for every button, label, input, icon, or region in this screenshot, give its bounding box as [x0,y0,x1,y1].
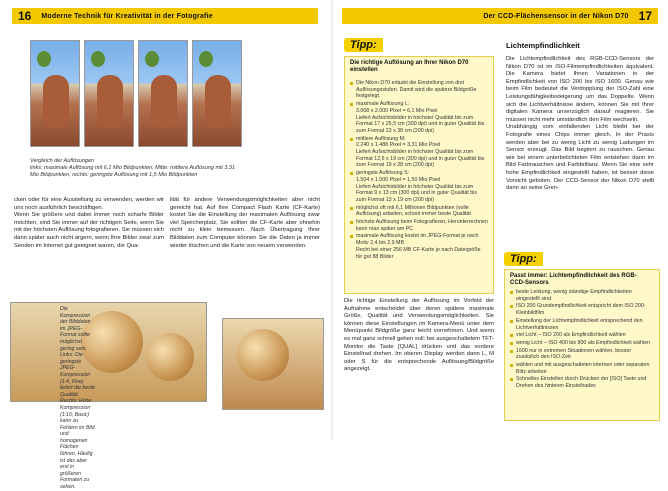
tip-bullet: viel Licht – ISO 200 als Empfindlichkeit wählen [510,332,652,339]
tip-bullet: wählen und mit ausgeschalteten internen oder separaten Blitz arbeiten [510,362,652,375]
tip-bullet: Schnelles Einstellen durch Drücken der [ISO] Taste und Drehen des hinteren Einstellrades [510,376,652,389]
section-heading-iso: Lichtempfindlichkeit [506,41,580,50]
tip-title-resolution: Die richtige Auflösung an Ihrer Nikon D70 einstellen [350,60,469,74]
tip-bullet: wenig Licht – ISO 400 bis 800 als Empfindlichkeit wählen [510,340,652,347]
photo-extra [192,40,242,147]
left-running-head: Moderne Technik für Kreativität in der Fotografie [41,12,213,20]
left-running-header [12,8,318,24]
tip-bullet: mittlere Auflösung M: 2.240 x 1.488 Pixel = 3,31 Mio Pixel Liefert Aufsichtsbilder in höchster Qualität bis zum Format 12,6 x 19 cm (300 dpi) und in guter Qualität bis zum Format 19 x 28 cm (200 dpi) [350,136,488,170]
photo-medium-resolution [84,40,134,147]
right-page-number: 17 [638,9,652,23]
tip-bullet: Einstellung der Lichtempfindlichkeit entsprechend den Lichtverhältnissen [510,318,652,331]
tip-bullet: Die Nikon D70 erlaubt die Einstellung von drei Auflösungsstufen. Damit wird die spätere Bildgröße festgelegt. [350,80,488,100]
tip-bullet: höchste Auflösung beim Fotografieren, Herunterrechnen kann man später am PC [350,219,488,232]
resolution-photos [30,40,242,147]
tip-bullet: beste Leistung, wenig ständige Empfindlichkeiten eingestellt sind [510,289,652,302]
tip-bullets-resolution [350,80,488,261]
tip-bullets-iso [510,289,652,391]
photo-low-resolution [138,40,188,147]
left-body-column-2: lität für andere Verwendungsmöglichkeiten aber nicht gereicht hat. Auf Ihre Compact Flash Karte (CF-Karte) kostet Sie die Einstellung der maximalen Auflösung zwar viel Speicherplatz, Sie sollten die CF-Karte aber ohnehin nicht zu klein bemessen. Nach Übertragung Ihrer Bilddaten zum Computer können Sie die Daten ja immer wieder löschen und die Karte von neuem verwenden. [170,197,320,249]
right-page [334,0,668,440]
tip-bullet: geringste Auflösung S: 1.504 x 1.000 Pixel = 1,50 Mio Pixel Liefert Aufsichtsbilder in höchster Qualität bis zum Format 9 x 13 cm (300 dpi) und in guter Qualität bis zum Format 13 x 19 cm (200 dpi) [350,170,488,204]
photo-jpeg-basic [222,318,324,410]
left-body-column-1: cken oder für eine Ausstellung zu verwenden, werden wir uns noch ausführlich beschäftigen. Wenn Sie größere und dabei immer noch scharfe Bilder möchten, sind Sie immer auf der richtigen Seite, wenn Sie mit der höchsten Auflösung fotografieren. Sie müssen sich dann später auch nicht ärgern, wenn Ihre Bilder zwar zum Senden im Internet gut geeignet waren, die Qua- [14,197,164,249]
tip-title-iso: Passt immer: Lichtempfindlichkeit des RGB-CCD-Sensors [510,273,637,287]
right-running-head: Der CCD-Flächensensor in der Nikon D70 [483,12,629,20]
tip-bullet: 1600 nur in extremen Situationen wählen, besser zusätzlich den ISO-Zeit [510,348,652,361]
tip-bullet: ISO 200 Grundempfindlichkeit entspricht dem ISO 200-Kleinbildfilm [510,303,652,316]
photo-high-resolution [30,40,80,147]
tip-label-iso: Tipp: [504,252,543,266]
right-running-header [342,8,658,24]
caption-jpeg-compression: Die Kompression der Bilddaten im JPEG-Format sollte möglichst gering sein. Links: Die geringste JPEG-Kompression (1:4, Fine) liefert die beste Qualität. Rechts: Hohe Kompression (1:16; Basic) kann zu Fehlern im Bild und homogenen Flächen führen. Häufig ist das aber erst in größeren Formaten zu sehen. [60,306,96,491]
tip-bullet: möglichst oft mit 6,1 Millionen Bildpunkten (volle Auflösung) arbeiten, schont immer beste Qualität [350,205,488,218]
tip-label-resolution: Tipp: [344,38,383,52]
caption-resolution-comparison: Vergleich der Auflösungen links: maximale Auflösung mit 6,1 Mio Bildpunkten, Mitte: mittlere Auflösung mit 3,31 Mio Bildpunkten, rechts: geringste Auflösung mit 1,5 Mio Bildpunkten [30,158,236,178]
section-body-iso: Die Lichtempfindlichkeit des RGB-CCD-Sensors der Nikon D70 ist im ISO-Filmempfindlichkeiten äquivalent. Die Kamera bietet Ihnen Variationen in der Empfindlichkeit von ISO 200 bis ISO 1600. Genau wie beim Film bedeutet die Verdopplung der ISO-Zahl eine Leistungsfähigkeitssteigerung um das Doppelte. Wenn sich die Lichtverhältnisse ändern, können Sie mit Ihrer digitalen Kamera unverzüglich darauf reagieren. Sie müssen nicht mehr umständlich den Film wechseln. Unabhängig vom einfallenden Licht bleibt bei der Fotografie eines Chips immer gleich. In der Praxis werden aber bei zu wenig Licht zu wenig Ladungen im Sensor erzeugt. Das Bild beginnt zu rauschen. Genau wie bei einem unterbelichteten Film entstehen dann im Bild Farbrauschen und Farbbrillanz. Wenn Sie eine sehr hohe Empfindlichkeit eingestellt haben, ist besser diese Vorsicht geboten. Der CCD-Sensor der Nikon D70 stellt dann an seine Gren- [506,56,654,192]
photo-jpeg-fine [10,302,207,402]
left-page-number: 16 [18,9,32,23]
right-body-text: Die richtige Einstellung der Auflösung im Vorfeld der Aufnahme entscheidet über deren spätere maximale Größe, Qualität und Verwendungsmöglichkeiten. Sie können diese Einstellungen im Kamera-Menü unter dem Menüpunkt Bildgröße ganz leicht vornehmen. Und wenn es mal ganz schnell gehen soll: bei ausgeschaltetem TFT-Monitor die Taste [QUAL] drücken und das vordere Einstellrad drehen. Im oberen Display werden dann L, M oder S für die entsprechende Auflösung/Bildgröße angezeigt. [344,298,494,373]
tip-bullet: maximale Auflösung L: 3.008 x 2.000 Pixel = 6,1 Mio Pixel Liefert Aufsichtsbilder in höchster Qualität bis zum Format 17 x 25,5 cm (300 dpi) und in guter Qualität bis zum Format 23 x 38 cm (200 dpi) [350,101,488,135]
tip-bullet: maximale Auflösung kostet im JPEG-Format je nach Motiv 2,4 bis 2,9 MB Recht bei einer 256 MB CF-Karte je nach Dateigröße für gut 88 Bilder [350,233,488,260]
